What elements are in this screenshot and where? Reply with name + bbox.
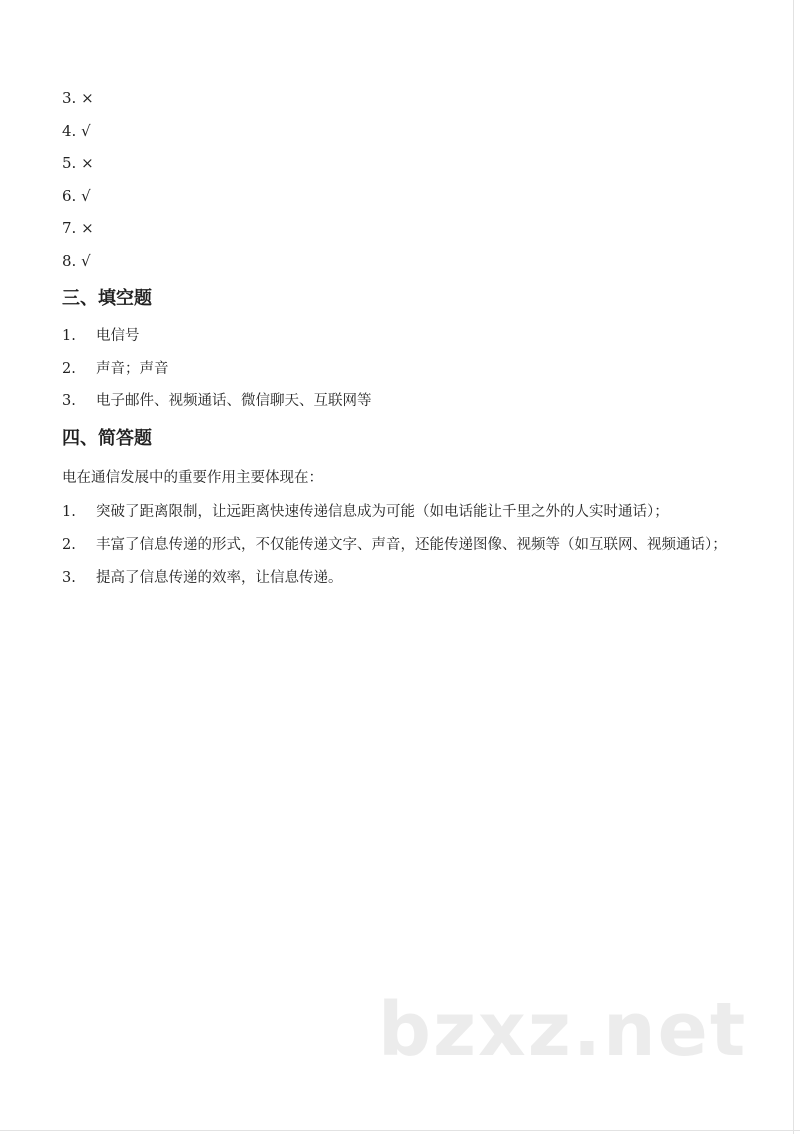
answer-mark: × [81, 154, 94, 173]
tf-answer [62, 119, 94, 152]
short-answer-intro: 电在通信发展中的重要作用主要体现在： [62, 470, 323, 486]
tf-answer [62, 184, 94, 217]
answer-mark: √ [81, 251, 91, 270]
answer-mark: × [81, 89, 94, 107]
answer-number: 1. [62, 328, 76, 344]
short-answers [62, 498, 742, 597]
answer-number: 3. [62, 570, 76, 586]
answer-number: 7. [62, 219, 77, 238]
answer-text: 电信号 [96, 328, 140, 344]
answer-number: 4. [62, 121, 77, 140]
answer-number: 2. [62, 537, 76, 553]
answer-number: 1. [62, 504, 76, 520]
fill-answer [62, 389, 742, 413]
answer-number: 6. [62, 186, 77, 205]
answer-number: 2. [62, 360, 76, 377]
site-watermark: bzxz.net [378, 987, 748, 1073]
answer-number: 3. [62, 393, 76, 409]
answer-text: 丰富了信息传递的形式，不仅能传递文字、声音，还能传递图像、视频等（如互联网、视频通话）； [96, 537, 727, 553]
page-edge-bottom [0, 1130, 800, 1131]
answer-number: 3. [62, 89, 77, 107]
tf-answer [62, 151, 94, 184]
answer-number: 5. [62, 154, 77, 173]
tf-answer [62, 249, 94, 282]
tf-answer [62, 216, 94, 249]
short-answer-section-heading: 四、简答题 [62, 428, 152, 449]
answer-number: 8. [62, 251, 77, 270]
answer-text: 电子邮件、视频通话、微信聊天、互联网等 [96, 393, 372, 409]
answer-text: 提高了信息传递的效率，让信息传递。 [96, 570, 343, 586]
true-false-answers [62, 86, 94, 282]
fill-answer [62, 324, 742, 348]
fill-section-heading: 三、填空题 [62, 288, 152, 309]
short-answer [62, 498, 742, 526]
answer-mark: × [81, 219, 94, 238]
tf-answer [62, 86, 94, 119]
answer-text: 声音；声音 [96, 360, 169, 377]
fill-answer [62, 357, 742, 381]
short-answer [62, 531, 742, 559]
answer-mark: √ [81, 121, 91, 140]
fill-answers [62, 324, 742, 422]
answer-mark: √ [81, 186, 91, 205]
short-answer [62, 564, 742, 592]
page-edge-right [793, 0, 794, 1134]
answer-text: 突破了距离限制，让远距离快速传递信息成为可能（如电话能让千里之外的人实时通话）； [96, 504, 669, 520]
